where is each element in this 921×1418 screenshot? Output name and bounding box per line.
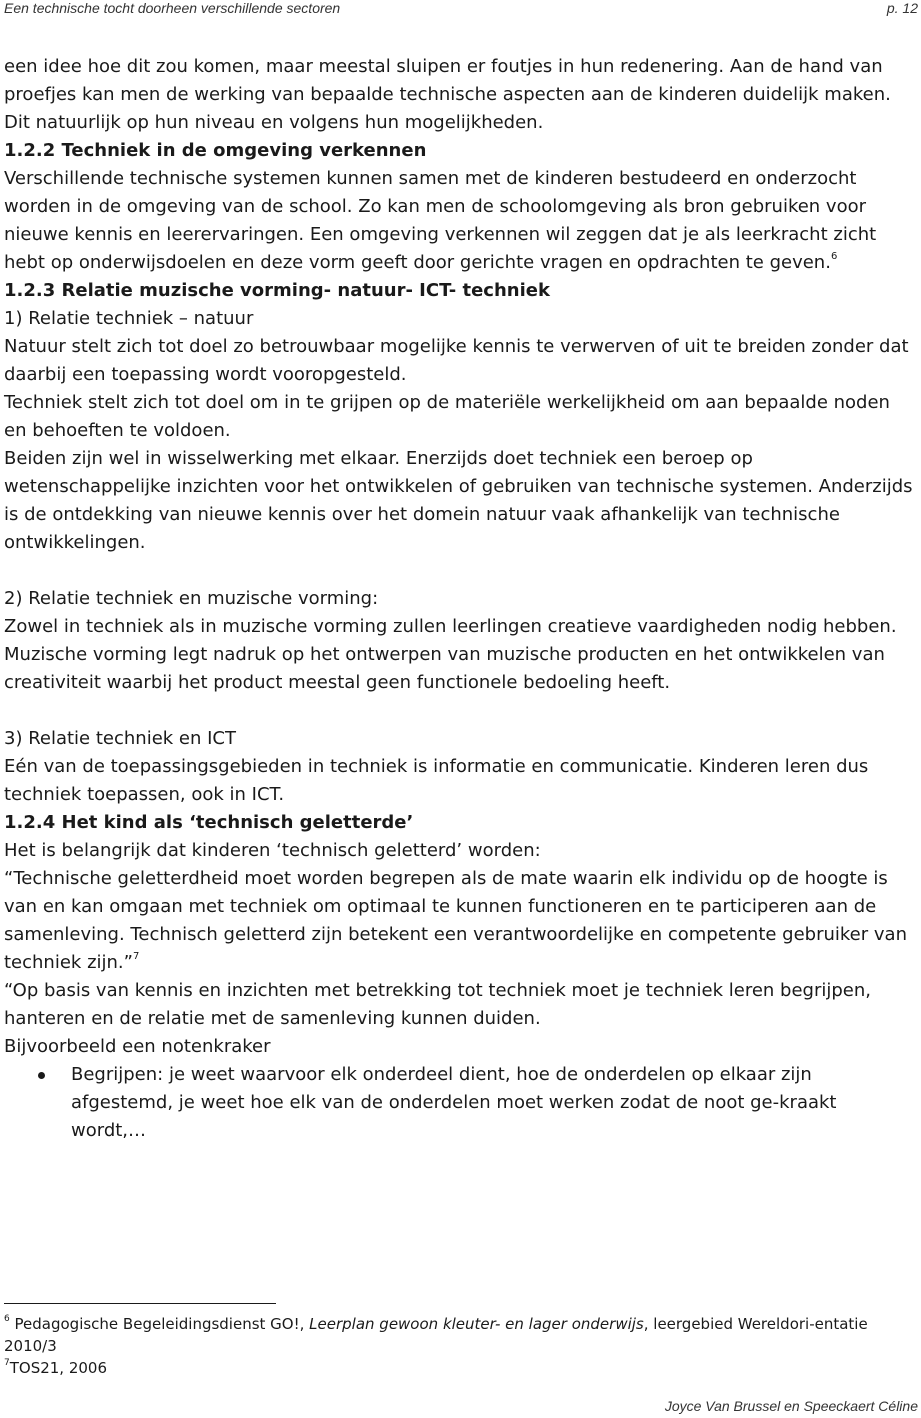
bullet-icon	[38, 1072, 45, 1079]
list-item	[4, 1061, 916, 1145]
bullet-text: Begrijpen: je weet waarvoor elk onderdeel dient, hoe de onderdelen op elkaar zijn afgestemd, je weet hoe elk van de onderdelen moet werken zodat de noot ge-kraakt wordt,…	[71, 1064, 837, 1141]
footnote-6-source: Pedagogische Begeleidingsdienst GO!,	[14, 1315, 310, 1333]
page-body	[4, 53, 916, 1145]
example-line: Bijvoorbeeld een notenkraker	[4, 1036, 271, 1057]
running-header	[4, 0, 918, 20]
section-1-2-4-intro: Het is belangrijk dat kinderen ‘technisch geletterd’ worden:	[4, 840, 541, 861]
relation-1-title: 1) Relatie techniek – natuur	[4, 308, 254, 329]
section-1-2-2-text	[4, 165, 916, 277]
footnote-7-text: TOS21, 2006	[9, 1359, 108, 1377]
quote-1-text: “Technische geletterdheid moet worden begrepen als de mate waarin elk individu op de hoogte is van en kan omgaan met techniek om optimaal te kunnen functioneren en te participeren aan de samenleving. Technisch geletterd zijn betekent een verantwoordelijke en competente gebruiker van techniek zijn.”	[4, 868, 907, 973]
footnote-7	[4, 1357, 904, 1379]
footnote-6-title: Leerplan gewoon kleuter- en lager onderwijs	[309, 1315, 644, 1333]
footnote-6-number: 6	[4, 1314, 10, 1324]
document-title: Een technische tocht doorheen verschillende sectoren	[4, 0, 341, 16]
section-1-2-2-paragraph: Verschillende technische systemen kunnen samen met de kinderen bestudeerd en onderzocht worden in de omgeving van de school. Zo kan men de schoolomgeving als bron gebruiken voor nieuwe kennis en leerervaringen. Een omgeving verkennen wil zeggen dat je als leerkracht zicht hebt op onderwijsdoelen en deze vorm geeft door gerichte vragen en opdrachten te geven.	[4, 168, 877, 273]
quote-2: “Op basis van kennis en inzichten met betrekking tot techniek moet je techniek leren begrijpen, hanteren en de relatie met de samenleving kunnen duiden.	[4, 980, 871, 1029]
section-heading-1-2-3: 1.2.3 Relatie muzische vorming- natuur- ICT- techniek	[4, 280, 550, 301]
relation-2-title: 2) Relatie techniek en muzische vorming:	[4, 588, 379, 609]
relation-1-paragraph-2: Techniek stelt zich tot doel om in te grijpen op de materiële werkelijkheid om aan bepaalde noden en behoeften te voldoen.	[4, 392, 890, 441]
footnote-6-details: , leergebied Wereldori-entatie 2010/3	[4, 1315, 868, 1355]
footnotes	[4, 1313, 904, 1379]
footnote-6	[4, 1313, 904, 1357]
running-footer: Joyce Van Brussel en Speeckaert Céline	[664, 1398, 918, 1414]
relation-1-paragraph-1: Natuur stelt zich tot doel zo betrouwbaar mogelijke kennis te verwerven of uit te breiden zonder dat daarbij een toepassing wordt vooropgesteld.	[4, 336, 909, 385]
section-heading-1-2-4: 1.2.4 Het kind als ‘technisch geletterde’	[4, 812, 414, 833]
footnote-separator	[4, 1303, 276, 1304]
relation-3-paragraph: Eén van de toepassingsgebieden in techniek is informatie en communicatie. Kinderen leren dus techniek toepassen, ook in ICT.	[4, 756, 869, 805]
footnote-ref-6: 6	[830, 251, 838, 262]
section-heading-1-2-2: 1.2.2 Techniek in de omgeving verkennen	[4, 140, 427, 161]
relation-2-paragraph: Zowel in techniek als in muzische vorming zullen leerlingen creatieve vaardigheden nodig hebben. Muzische vorming legt nadruk op het ontwerpen van muzische producten en het ontwikkelen van creativiteit waarbij het product meestal geen functionele bedoeling heeft.	[4, 616, 897, 693]
relation-3-title: 3) Relatie techniek en ICT	[4, 728, 236, 749]
bullet-list	[4, 1061, 916, 1145]
quote-1	[4, 865, 916, 977]
footnote-ref-7: 7	[132, 951, 140, 962]
relation-1-paragraph-3: Beiden zijn wel in wisselwerking met elkaar. Enerzijds doet techniek een beroep op wetenschappelijke inzichten voor het ontwikkelen of gebruiken van technische systemen. Anderzijds is de ontdekking van nieuwe kennis over het domein natuur vaak afhankelijk van technische ontwikkelingen.	[4, 448, 913, 553]
intro-paragraph: een idee hoe dit zou komen, maar meestal sluipen er foutjes in hun redenering. Aan de hand van proefjes kan men de werking van bepaalde technische aspecten aan de kinderen duidelijk maken. Dit natuurlijk op hun niveau en volgens hun mogelijkheden.	[4, 56, 891, 133]
page-number: p. 12	[886, 0, 918, 16]
footnote-7-number: 7	[4, 1358, 10, 1368]
